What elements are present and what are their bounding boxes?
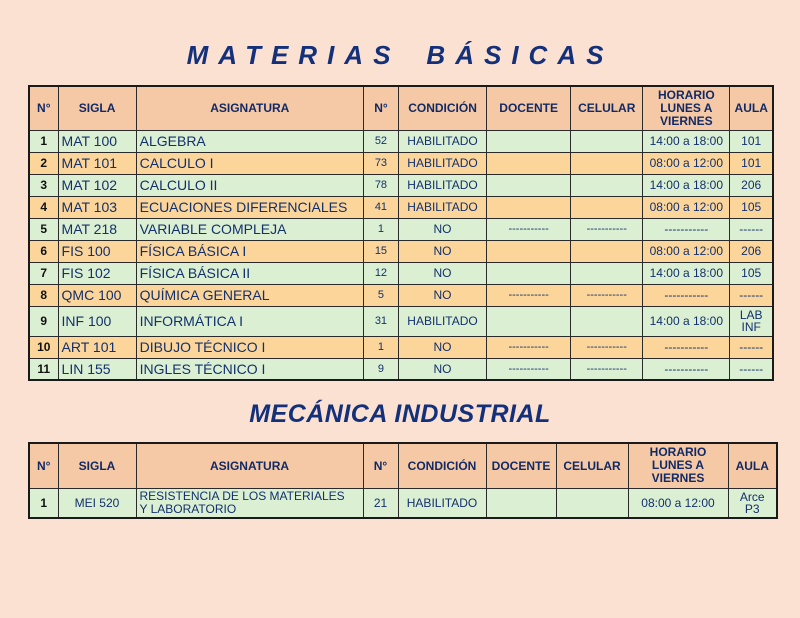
sigla-cell: MAT 102 (58, 174, 136, 196)
asignatura-cell: DIBUJO TÉCNICO I (136, 336, 363, 358)
header-sigla: SIGLA (58, 86, 136, 130)
header-condicion: CONDICIÓN (398, 86, 486, 130)
aula-cell-line: P3 (744, 501, 760, 516)
sigla-cell: MAT 100 (58, 130, 136, 152)
aula-cell-line: INF (741, 320, 761, 334)
header-celular: CELULAR (571, 86, 643, 130)
table-row (29, 488, 777, 518)
sigla-cell: LIN 155 (58, 358, 136, 380)
table-header-row (29, 443, 777, 488)
row-number: 2 (29, 152, 58, 174)
aula-cell (728, 488, 777, 518)
condicion-cell: NO (398, 240, 486, 262)
creditos-cell: 41 (363, 196, 398, 218)
aula-cell (730, 152, 773, 174)
aula-cell (730, 262, 773, 284)
materias-basicas-table (28, 85, 774, 381)
header-horario-line-3: VIERNES (651, 471, 705, 486)
header-aula: AULA (730, 86, 773, 130)
docente-cell: ----------- (487, 284, 571, 306)
aula-cell-line: 105 (741, 266, 762, 280)
asignatura-cell (136, 488, 363, 518)
condicion-cell: NO (398, 336, 486, 358)
horario-cell: 14:00 a 18:00 (643, 306, 730, 336)
aula-cell (730, 306, 773, 336)
header-horario (643, 86, 730, 130)
horario-cell: 14:00 a 18:00 (643, 130, 730, 152)
title-word-1: MATERIAS (186, 40, 401, 70)
row-number: 7 (29, 262, 58, 284)
creditos-cell: 21 (363, 488, 398, 518)
aula-cell-line: ------ (739, 361, 764, 376)
horario-cell: ----------- (643, 218, 730, 240)
celular-cell (571, 240, 643, 262)
header-horario-line-3: VIERNES (659, 113, 713, 128)
table-row (29, 262, 773, 284)
condicion-cell: NO (398, 284, 486, 306)
row-number: 9 (29, 306, 58, 336)
table-row (29, 218, 773, 240)
docente-cell (487, 306, 571, 336)
aula-cell-line: ------ (739, 222, 764, 236)
aula-cell (730, 284, 773, 306)
header-aula: AULA (728, 443, 777, 488)
creditos-cell: 31 (363, 306, 398, 336)
aula-cell-line: 101 (741, 134, 762, 148)
aula-cell-line: ------ (739, 288, 764, 302)
aula-cell-line: Arce (739, 489, 765, 504)
creditos-cell: 15 (363, 240, 398, 262)
condicion-cell: NO (398, 358, 486, 380)
docente-cell (487, 262, 571, 284)
sigla-cell: MEI 520 (58, 488, 136, 518)
celular-cell: ----------- (571, 284, 643, 306)
section-title-mecanica-industrial: MECÁNICA INDUSTRIAL (249, 400, 551, 428)
mecanica-industrial-table (28, 442, 778, 519)
celular-cell: ----------- (571, 358, 643, 380)
docente-cell: ----------- (487, 218, 571, 240)
header-docente: DOCENTE (486, 443, 556, 488)
header-horario (628, 443, 728, 488)
row-number: 11 (29, 358, 58, 380)
creditos-cell: 1 (363, 218, 398, 240)
asignatura-cell: QUÍMICA GENERAL (136, 284, 363, 306)
header-num: N° (29, 86, 58, 130)
header-horario-line-1: HORARIO (649, 445, 707, 460)
header-horario-line-2: LUNES A (660, 100, 713, 115)
horario-cell: 08:00 a 12:00 (643, 196, 730, 218)
row-number: 8 (29, 284, 58, 306)
sigla-cell: MAT 103 (58, 196, 136, 218)
condicion-cell: HABILITADO (398, 130, 486, 152)
asignatura-cell: CALCULO II (136, 174, 363, 196)
horario-cell: 14:00 a 18:00 (643, 262, 730, 284)
asignatura-cell: ALGEBRA (136, 130, 363, 152)
docente-cell (487, 174, 571, 196)
row-number: 10 (29, 336, 58, 358)
header-num: N° (29, 443, 58, 488)
table-row (29, 240, 773, 262)
condicion-cell: NO (398, 262, 486, 284)
celular-cell: ----------- (571, 218, 643, 240)
condicion-cell: NO (398, 218, 486, 240)
celular-cell (571, 262, 643, 284)
celular-cell (571, 130, 643, 152)
asignatura-cell: FÍSICA BÁSICA II (136, 262, 363, 284)
aula-cell-line: 206 (741, 178, 762, 192)
row-number: 6 (29, 240, 58, 262)
aula-cell (730, 130, 773, 152)
aula-cell (730, 336, 773, 358)
horario-cell: 08:00 a 12:00 (628, 488, 728, 518)
aula-cell (730, 196, 773, 218)
row-number: 5 (29, 218, 58, 240)
sigla-cell: FIS 100 (58, 240, 136, 262)
row-number: 3 (29, 174, 58, 196)
creditos-cell: 73 (363, 152, 398, 174)
docente-cell: ----------- (487, 358, 571, 380)
aula-cell-line: 206 (741, 244, 762, 258)
creditos-cell: 78 (363, 174, 398, 196)
condicion-cell: HABILITADO (398, 488, 486, 518)
asignatura-cell-line: Y LABORATORIO (139, 501, 237, 516)
table-row (29, 152, 773, 174)
horario-cell: 14:00 a 18:00 (643, 174, 730, 196)
header-creditos: N° (363, 443, 398, 488)
docente-cell (487, 196, 571, 218)
horario-cell: ----------- (643, 358, 730, 380)
docente-cell (487, 130, 571, 152)
header-condicion: CONDICIÓN (398, 443, 486, 488)
celular-cell (571, 174, 643, 196)
sigla-cell: INF 100 (58, 306, 136, 336)
sigla-cell: MAT 101 (58, 152, 136, 174)
header-asignatura: ASIGNATURA (136, 86, 363, 130)
horario-cell: 08:00 a 12:00 (643, 240, 730, 262)
sigla-cell: FIS 102 (58, 262, 136, 284)
table-row (29, 284, 773, 306)
header-sigla: SIGLA (58, 443, 136, 488)
aula-cell-line: 101 (741, 156, 762, 170)
condicion-cell: HABILITADO (398, 174, 486, 196)
docente-cell (487, 152, 571, 174)
table-header-row (29, 86, 773, 130)
header-horario-line-1: HORARIO (658, 87, 715, 102)
row-number: 4 (29, 196, 58, 218)
asignatura-cell: INGLES TÉCNICO I (136, 358, 363, 380)
aula-cell (730, 358, 773, 380)
header-creditos: N° (363, 86, 398, 130)
condicion-cell: HABILITADO (398, 306, 486, 336)
celular-cell: ----------- (571, 336, 643, 358)
aula-cell-line: LAB (739, 308, 763, 322)
title-word-2: BÁSICAS (426, 40, 614, 70)
docente-cell: ----------- (487, 336, 571, 358)
asignatura-cell: FÍSICA BÁSICA I (136, 240, 363, 262)
aula-cell (730, 174, 773, 196)
docente-cell (486, 488, 556, 518)
aula-cell-line: 105 (741, 200, 762, 214)
docente-cell (487, 240, 571, 262)
table-row (29, 130, 773, 152)
asignatura-cell: ECUACIONES DIFERENCIALES (136, 196, 363, 218)
creditos-cell: 12 (363, 262, 398, 284)
celular-cell (556, 488, 628, 518)
header-asignatura: ASIGNATURA (136, 443, 363, 488)
aula-cell (730, 218, 773, 240)
celular-cell (571, 306, 643, 336)
celular-cell (571, 152, 643, 174)
condicion-cell: HABILITADO (398, 152, 486, 174)
table-row (29, 336, 773, 358)
creditos-cell: 9 (363, 358, 398, 380)
aula-cell (730, 240, 773, 262)
horario-cell: ----------- (643, 336, 730, 358)
row-number: 1 (29, 130, 58, 152)
row-number: 1 (29, 488, 58, 518)
horario-cell: 08:00 a 12:00 (643, 152, 730, 174)
asignatura-cell: INFORMÁTICA I (136, 306, 363, 336)
sigla-cell: QMC 100 (58, 284, 136, 306)
header-horario-line-2: LUNES A (651, 458, 705, 473)
celular-cell (571, 196, 643, 218)
creditos-cell: 52 (363, 130, 398, 152)
table-row (29, 196, 773, 218)
creditos-cell: 5 (363, 284, 398, 306)
sigla-cell: MAT 218 (58, 218, 136, 240)
asignatura-cell: VARIABLE COMPLEJA (136, 218, 363, 240)
header-celular: CELULAR (556, 443, 628, 488)
creditos-cell: 1 (363, 336, 398, 358)
table-row (29, 174, 773, 196)
asignatura-cell-line: RESISTENCIA DE LOS MATERIALES (139, 488, 345, 503)
condicion-cell: HABILITADO (398, 196, 486, 218)
horario-cell: ----------- (643, 284, 730, 306)
table-row (29, 358, 773, 380)
sigla-cell: ART 101 (58, 336, 136, 358)
aula-cell-line: ------ (739, 340, 764, 354)
header-docente: DOCENTE (487, 86, 571, 130)
table-row (29, 306, 773, 336)
asignatura-cell: CALCULO I (136, 152, 363, 174)
page-title-materias-basicas (0, 40, 800, 71)
